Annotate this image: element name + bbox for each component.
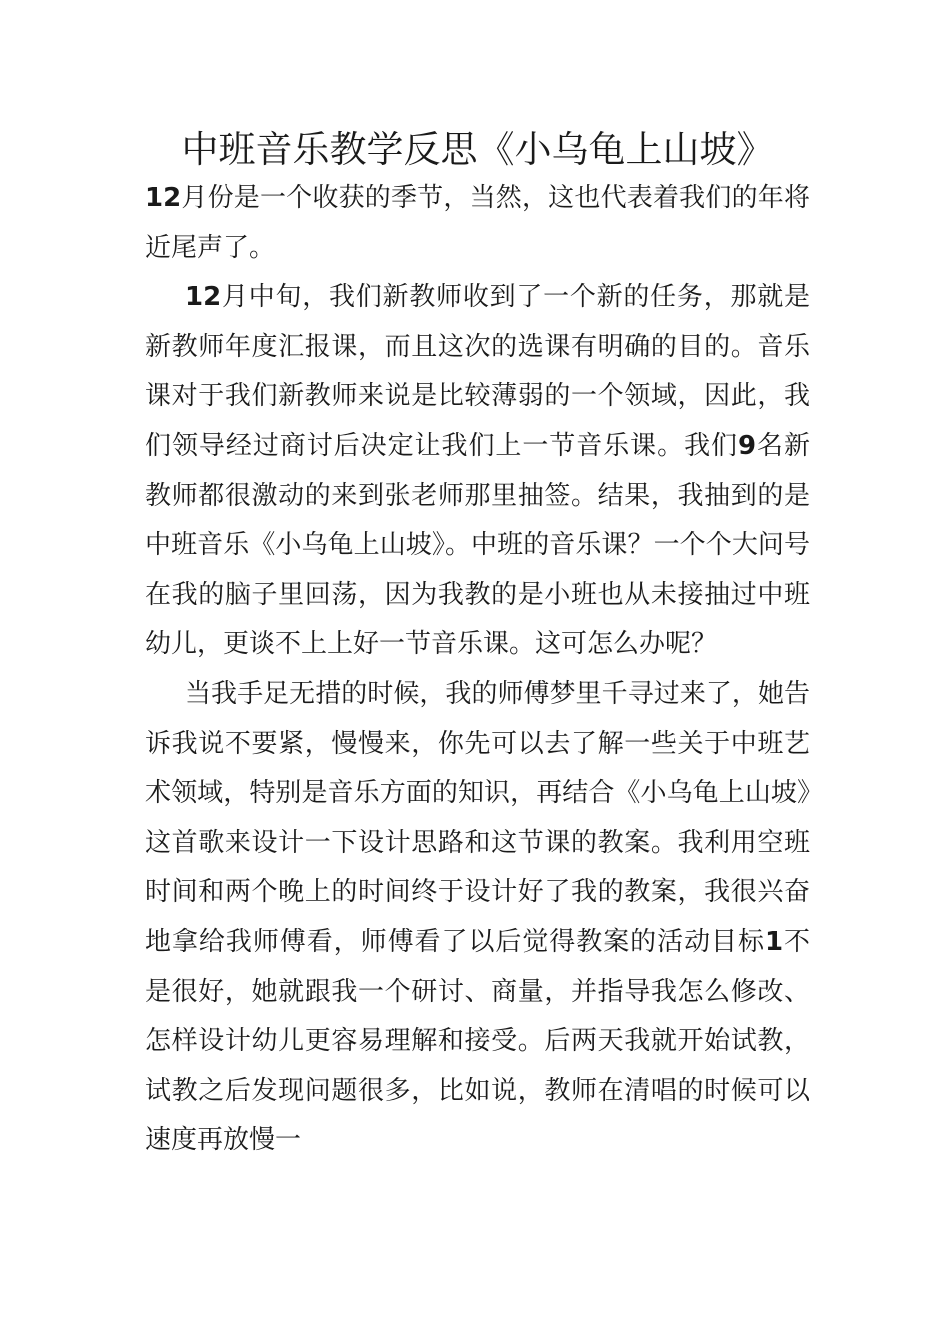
number-text: 12 bbox=[185, 282, 222, 313]
number-text: 1 bbox=[764, 926, 784, 957]
document-body bbox=[145, 174, 810, 1166]
paragraph-2: 12月中旬，我们新教师收到了一个新的任务，那就是新教师年度汇报课，而且这次的选课有明确的目的。音乐课对于我们新教师来说是比较薄弱的一个领域，因此，我们领导经过商讨后决定让我们上一节音乐课。我们9名新教师都很激动的来到张老师那里抽签。结果，我抽到的是中班音乐《小乌龟上山坡》。中班的音乐课？一个个大问号在我的脑子里回荡，因为我教的是小班也从未接抽过中班幼儿，更谈不上上好一节音乐课。这可怎么办呢？ bbox=[145, 282, 810, 660]
number-text: 12 bbox=[145, 183, 182, 213]
paragraph-3: 当我手足无措的时候，我的师傅梦里千寻过来了，她告诉我说不要紧，慢慢来，你先可以去了解一些关于中班艺术领域，特别是音乐方面的知识，再结合《小乌龟上山坡》这首歌来设计一下设计思路和这节课的教案。我利用空班时间和两个晚上的时间终于设计好了我的教案，我很兴奋地拿给我师傅看，师傅看了以后觉得教案的活动目标1不是很好，她就跟我一个研讨、商量，并指导我怎么修改、怎样设计幼儿更容易理解和接受。后两天我就开始试教，试教之后发现问题很多，比如说，教师在清唱的时候可以速度再放慢一 bbox=[145, 678, 810, 1156]
document-title: 中班音乐教学反思《小乌龟上山坡》 bbox=[181, 128, 774, 171]
paragraph-1: 12月份是一个收获的季节，当然，这也代表着我们的年将近尾声了。 bbox=[145, 183, 810, 263]
number-text: 9 bbox=[737, 430, 757, 461]
